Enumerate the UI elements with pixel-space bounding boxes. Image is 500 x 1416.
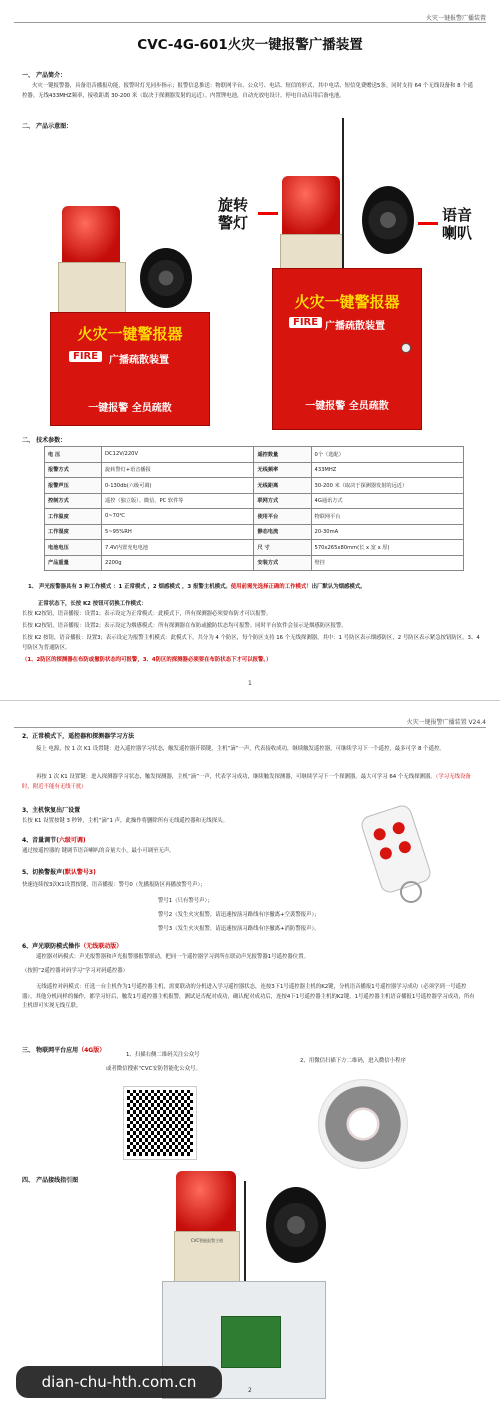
s6-wireless-pair: 无线遥控对码模式：任选一台主机作为1号遥控器主机，需要联动的分机进入学习遥控器状态，连按3下1号遥控器主机的K2键，分机语音播报1号遥控器学习成功（必须学到一号遥控器），其他分机同样的操作，都学习好后，触发1号遥控器主机报警，测试是否配对成功，确认配对成功后，连按4下1号遥控器主机的K2键，1号遥控器主机语音播报1号遥控器学习成功，所有主机即可实现无线互联。: [22, 984, 475, 1009]
spec-key: 控制方式: [45, 493, 102, 509]
arrow-to-horn: [418, 222, 438, 225]
spec-value: 0个（选配）: [311, 447, 463, 463]
beacon-base-right: [280, 234, 344, 270]
spec-value: 5~95%RH: [102, 524, 254, 540]
spec-row: [45, 509, 464, 525]
fire-label: FIRE: [289, 317, 322, 328]
circuit-board: [221, 1316, 281, 1368]
s6-title-text: 6、声光联防模式操作: [22, 943, 81, 950]
s2-warning: （学习无线设备时，附近不能有无线干扰）: [22, 774, 471, 790]
box-subtitle: 广播疏散装置: [109, 355, 169, 366]
spec-value: 570x265x80mm(长 x 宽 x 厚): [311, 540, 463, 556]
s5-body: 快速连续按3次K1设置按键，语音播报：警号0（先播报防区再播放警号声）；: [22, 882, 206, 888]
box-subtitle: 广播疏散装置: [325, 321, 385, 332]
s2-remote-learn: 接上 电源，按 1 次 K1 设置键：进入遥控器学习状态，触发遥控器开锁键，主机“滴”一声，代表接收成功，继续触发遥控器，可继续学习下一个遥控，最多可学 8 个遥控。: [36, 746, 445, 752]
spec-row: [45, 540, 464, 556]
spec-key: 报警方式: [45, 462, 102, 478]
spec-value: 433MHZ: [311, 462, 463, 478]
qr1-caption-2: 或者微信搜索“CVC安防智能化公众号。: [106, 1066, 201, 1072]
spec-value: 4G通讯方式: [311, 493, 463, 509]
spec-key: 工作湿度: [45, 524, 102, 540]
spec-value: 20-30mA: [311, 524, 463, 540]
k2-setting-2: 长按 K2按钮，语音播报：设置2；表示设定为烟感模式：所有探测器在布防或撤防状态均可报警。同时平台软件会显示是烟感防区报警。: [22, 623, 347, 629]
s7-title: [22, 1045, 105, 1054]
rotating-beacon-left: [62, 206, 120, 264]
s3-body: 长按 K1 设置按键 3 秒钟，主机“滴”1 声，此操作将删除所有无线遥控器和无线探头。: [22, 818, 228, 824]
s2-title: 2、正常模式下，遥控器和探测器学习方法: [22, 733, 135, 740]
rotating-beacon-right: [282, 176, 340, 236]
spec-key: 产品重量: [45, 555, 102, 571]
box-footer: 一键报警 全员疏散: [305, 401, 389, 412]
wiring-antenna: [244, 1181, 246, 1281]
header-rule: [14, 22, 486, 23]
s6-title: [22, 941, 122, 950]
mini-program-code[interactable]: [318, 1079, 408, 1169]
section-diagram-title: 二、 产品示意图：: [22, 123, 73, 130]
qr-code-official-account[interactable]: [124, 1087, 196, 1159]
page-2: [0, 700, 500, 1416]
spec-key: 工作温度: [45, 509, 102, 525]
spec-key: 联网方式: [254, 493, 311, 509]
page-header: 火灾一键报警广播装置 V24.4: [406, 719, 486, 726]
s4-body: 通过按遥控器的 键调节语音喇叭的音量大小，最小可调至无声。: [22, 848, 175, 854]
remote-button-4: [397, 840, 412, 855]
s6-pair-mode: 遥控器对码模式：声光报警器和声光报警器报警联动，把同一个遥控器学习到所在联动声光报警器1号遥控器位置。: [36, 954, 309, 960]
s6-note: （按照“2遥控器对码学习”学习对码遥控器）: [22, 968, 129, 974]
s4-title-note: (六级可调): [56, 837, 86, 844]
k2-setting-3: 长按 K2 按钮，语音播报：设置3；表示设定为报警主机模式：此模式下，共分为 4 个防区，每个防区支持 16 个无线探测器，其中：1 号防区表示烟感防区，2 号防区表示紧急按钮防区，3、4 号防区为普通防区。: [22, 635, 480, 651]
s5-option-2: 警号2（发生火灾报警，请迅速按演习路线有序撤离+空袭警报声）；: [158, 912, 320, 918]
watermark-banner: dian-chu-hth.com.cn: [16, 1366, 222, 1398]
box-footer: 一键报警 全员疏散: [88, 403, 172, 414]
spec-value: 30-200 米（取决于探测器发射的远近）: [311, 478, 463, 494]
spec-key: 报警声压: [45, 478, 102, 494]
s5-title: [22, 867, 96, 876]
s4-title: [22, 835, 86, 844]
wiring-speaker-horn: [266, 1187, 326, 1263]
spec-key: 无线距离: [254, 478, 311, 494]
k2-setting-1: 长按 K2按钮，语音播报：设置1；表示设定为正常模式：此模式下，所有探测器必须要布防才可以报警。: [22, 611, 272, 617]
callout-voice-horn: 语音 喇叭: [442, 206, 473, 242]
s2-detector-learn: [22, 773, 478, 792]
mode-line: 1、 声光报警器具有 3 种工作模式 ：1 正常模式 ，2 烟感模式 ，3 报警主机模式。: [28, 584, 231, 590]
spec-row: [45, 493, 464, 509]
key-lock-icon: [401, 343, 411, 353]
spec-value: DC12V/220V: [102, 447, 254, 463]
speaker-horn-left: [140, 248, 192, 308]
header-rule: [14, 727, 486, 728]
remote-button-3: [378, 846, 393, 861]
qr1-caption-1: 1、扫描右侧二维码关注公众号: [126, 1052, 200, 1058]
s2-detector-text: 再按 1 次 K1 设置键：进入探测器学习状态，触发探测器，主机“滴”一声，代表学习成功，继续触发探测器，可继续学习下一个探测器。最大可学习 64 个无线探测器。: [36, 774, 436, 780]
spec-value: 0~70℃: [102, 509, 254, 525]
spec-value: 物联网平台: [311, 509, 463, 525]
section-spec-title: 二、 技术参数：: [22, 437, 67, 444]
spec-key: 无线频率: [254, 462, 311, 478]
arrow-to-light: [258, 212, 278, 215]
mode-default: 出厂默认为烟感模式。: [311, 584, 366, 590]
s7-title-text: 三、 物联网平台应用: [22, 1047, 79, 1054]
spec-key: 安装方式: [254, 555, 311, 571]
spec-row: [45, 524, 464, 540]
speaker-horn-right: [362, 186, 414, 254]
page-number: 1: [248, 680, 252, 687]
wiring-beacon: [176, 1171, 236, 1233]
spec-key: 尺 寸: [254, 540, 311, 556]
box-title: 火灾一键警报器: [294, 293, 400, 311]
remote-button-1: [372, 827, 387, 842]
spec-row: [45, 447, 464, 463]
spec-value: 2200g: [102, 555, 254, 571]
spec-key: 使用平台: [254, 509, 311, 525]
spec-value: 遥控（独立版）、微信、PC 软件等: [102, 493, 254, 509]
s5-option-3: 警号3（发生火灾报警，请迅速按演习路线有序撤离+消防警报声）。: [158, 926, 320, 932]
s5-title-text: 5、切换警报声: [22, 869, 63, 876]
spec-row: [45, 478, 464, 494]
qr2-caption: 2、用微信扫描下方二维码，进入微信小程序: [300, 1058, 406, 1064]
s4-title-text: 4、音量调节: [22, 837, 57, 844]
spec-row: [45, 462, 464, 478]
board-label: CVC智能报警主机: [190, 1238, 224, 1243]
document-title: CVC-4G-601火灾一键报警广播装置: [137, 37, 363, 53]
box-title: 火灾一键警报器: [77, 325, 183, 343]
s5-title-note: (默认警号3): [62, 869, 96, 876]
s7-title-note: （4G版）: [78, 1047, 106, 1054]
spec-value: 0-130db(六级可调): [102, 478, 254, 494]
s3-title: 3、主机恢复出厂设置: [22, 807, 81, 814]
callout-rotating-light: 旋转 警灯: [218, 196, 249, 232]
page-1: [0, 0, 500, 700]
status-line: 正常状态下，长按 K2 按钮可切换工作模式：: [38, 601, 147, 607]
alarm-box-right: [272, 268, 422, 430]
spec-value: 7.4V内置充电电池: [102, 540, 254, 556]
spec-key: 遥控数量: [254, 447, 311, 463]
beacon-base-left: [58, 262, 126, 314]
page-number: 2: [248, 1387, 252, 1394]
spec-key: 静态电流: [254, 524, 311, 540]
spec-value: 旋转警灯+语音播报: [102, 462, 254, 478]
s8-title: 四、 产品接线指引图: [22, 1177, 79, 1184]
section-intro-body: 火灾一键报警器，具备语音播报功能，报警时灯光同步指示；报警信息推送：物联网平台、公众号、电话、短信的形式，其中电话、短信免费赠送5条。同时支持 64 个无线设备和 8 个遥控器。无线433MHZ频率，接收距离 30-200 米（取决于探测器发射的远近）。内置锂电池，自动充放电设计，停电自动启用后备电池。: [22, 83, 474, 99]
spec-value: 壁挂: [311, 555, 463, 571]
alarm-box-left: [50, 312, 210, 426]
fire-label: FIRE: [69, 351, 102, 362]
spec-row: [45, 555, 464, 571]
spec-key: 电池电压: [45, 540, 102, 556]
s6-title-note: （无线联动版）: [80, 943, 123, 950]
spec-key: 电 压: [45, 447, 102, 463]
antenna: [342, 118, 344, 268]
k2-note: （1、2防区的探测器在布防或撤防状态均可报警，3、4防区的探测器必须要在布防状态下才可以报警。）: [22, 657, 272, 663]
mode-warning: 使用前需先选择正确的工作模式！: [230, 584, 312, 590]
page-header: 火灾一键报警广播装置: [425, 15, 486, 22]
s5-option-1: 警号1（只有警号声）；: [158, 898, 213, 904]
mode-intro: [28, 583, 488, 593]
section-intro-title: 一、 产品简介：: [22, 72, 67, 79]
spec-table: [44, 446, 464, 571]
remote-button-2: [391, 821, 406, 836]
